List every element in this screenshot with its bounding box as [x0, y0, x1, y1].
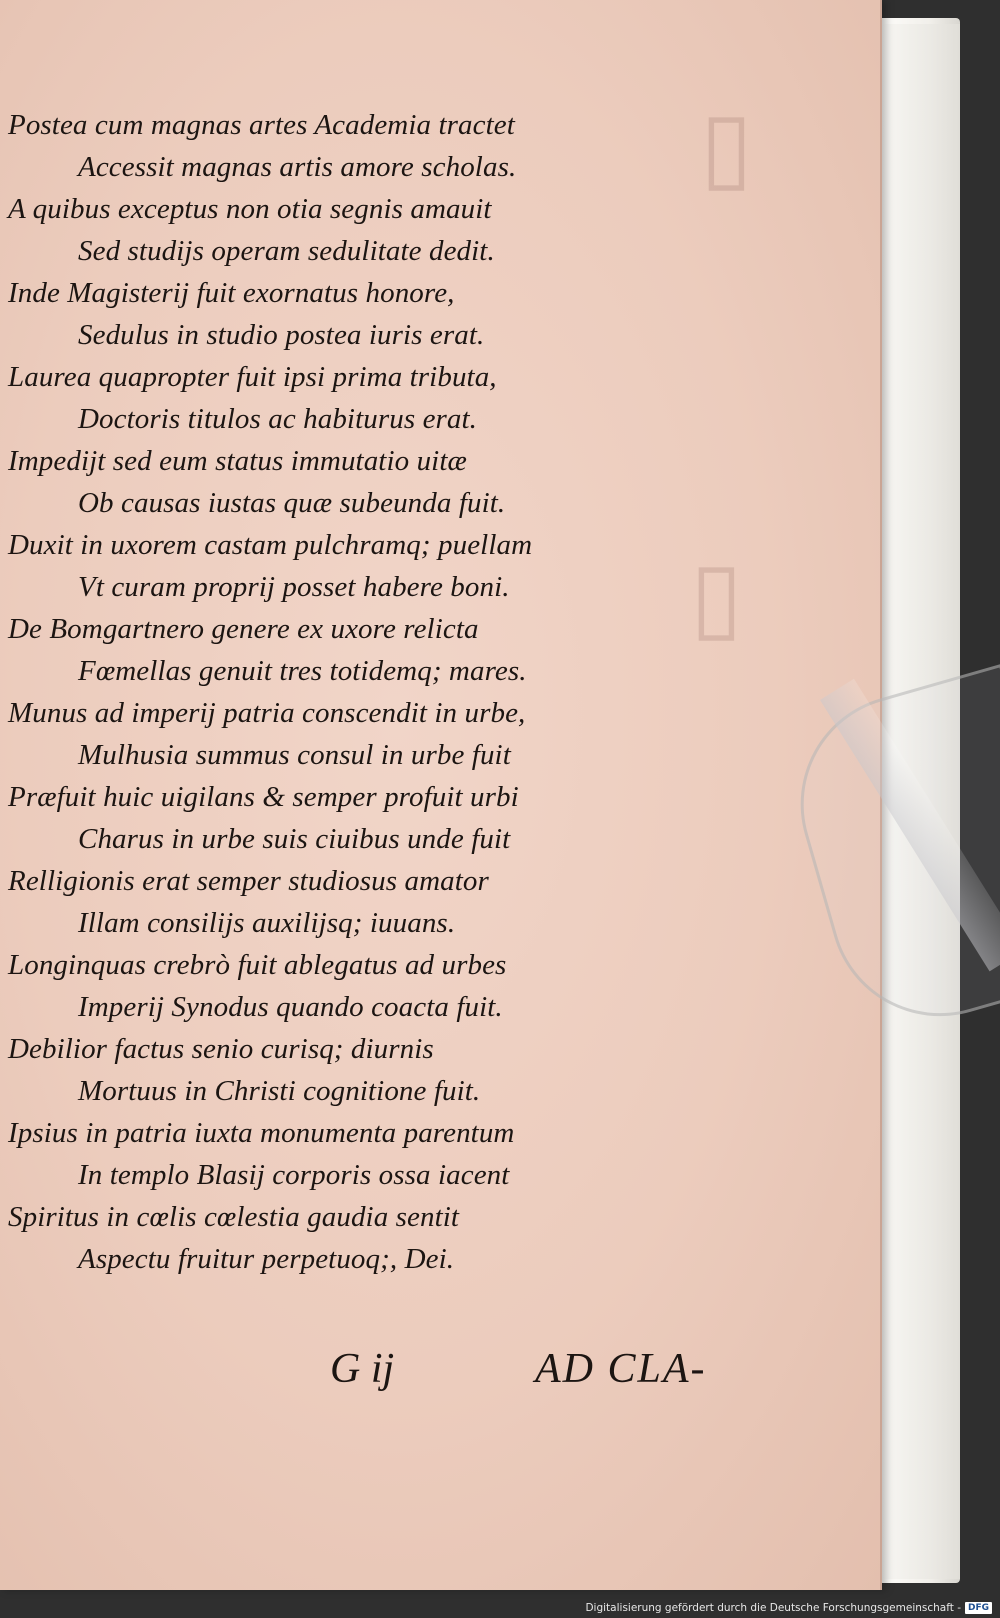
verse-line: De Bomgartnero genere ex uxore relicta	[8, 613, 479, 645]
dfg-logo: DFG	[965, 1602, 992, 1614]
verse-line: Ob causas iustas quæ subeunda fuit.	[78, 487, 506, 519]
verse-line: Imperij Synodus quando coacta fuit.	[78, 991, 503, 1023]
verse-line: Longinquas crebrò fuit ablegatus ad urbes	[8, 949, 507, 981]
catchword: AD CLA-	[535, 1346, 707, 1392]
verse-line: Doctoris titulos ac habiturus erat.	[78, 403, 478, 435]
verse-line: Mulhusia summus consul in urbe fuit	[78, 739, 511, 771]
verse-line: Illam consilijs auxilijsq; iuuans.	[78, 907, 456, 939]
verse-line: A quibus exceptus non otia segnis amauit	[8, 193, 492, 225]
footer-text: Digitalisierung gefördert durch die Deutsche Forschungsgemeinschaft -	[585, 1602, 961, 1614]
verse-line: Duxit in uxorem castam pulchramq; puellam	[8, 529, 533, 561]
verse-line: Munus ad imperij patria conscendit in urbe,	[8, 697, 526, 729]
verse-line: Spiritus in cœlis cœlestia gaudia sentit	[8, 1201, 460, 1233]
verse-line: Præfuit huic uigilans & semper profuit urbi	[8, 781, 519, 813]
verse-line: Sed studijs operam sedulitate dedit.	[78, 235, 495, 267]
verse-line: Vt curam proprij posset habere boni.	[78, 571, 510, 603]
verse-line: Ipsius in patria iuxta monumenta parentum	[8, 1117, 515, 1149]
show-through-glyph: ▯	[690, 543, 743, 650]
verse-line: Postea cum magnas artes Academia tractet	[8, 109, 515, 141]
show-through-glyph: ▯	[700, 93, 753, 200]
verse-line: Fœmellas genuit tres totidemq; mares.	[78, 655, 527, 687]
verse-line: Impedijt sed eum status immutatio uitæ	[8, 445, 467, 477]
digitization-footer	[585, 1602, 992, 1614]
verse-line: Relligionis erat semper studiosus amator	[8, 865, 489, 897]
verse-line: Laurea quapropter fuit ipsi prima tributa,	[8, 361, 497, 393]
verse-line: Accessit magnas artis amore scholas.	[78, 151, 517, 183]
verse-body	[8, 104, 808, 1280]
verse-line: In templo Blasij corporis ossa iacent	[78, 1159, 510, 1191]
verse-line: Charus in urbe suis ciuibus unde fuit	[78, 823, 511, 855]
verse-line: Mortuus in Christi cognitione fuit.	[78, 1075, 481, 1107]
verse-line: Inde Magisterij fuit exornatus honore,	[8, 277, 455, 309]
signature-mark: G ij	[330, 1346, 395, 1392]
verse-line: Debilior factus senio curisq; diurnis	[8, 1033, 434, 1065]
verse-line: Aspectu fruitur perpetuoq;, Dei.	[78, 1243, 455, 1275]
verse-line: Sedulus in studio postea iuris erat.	[78, 319, 485, 351]
